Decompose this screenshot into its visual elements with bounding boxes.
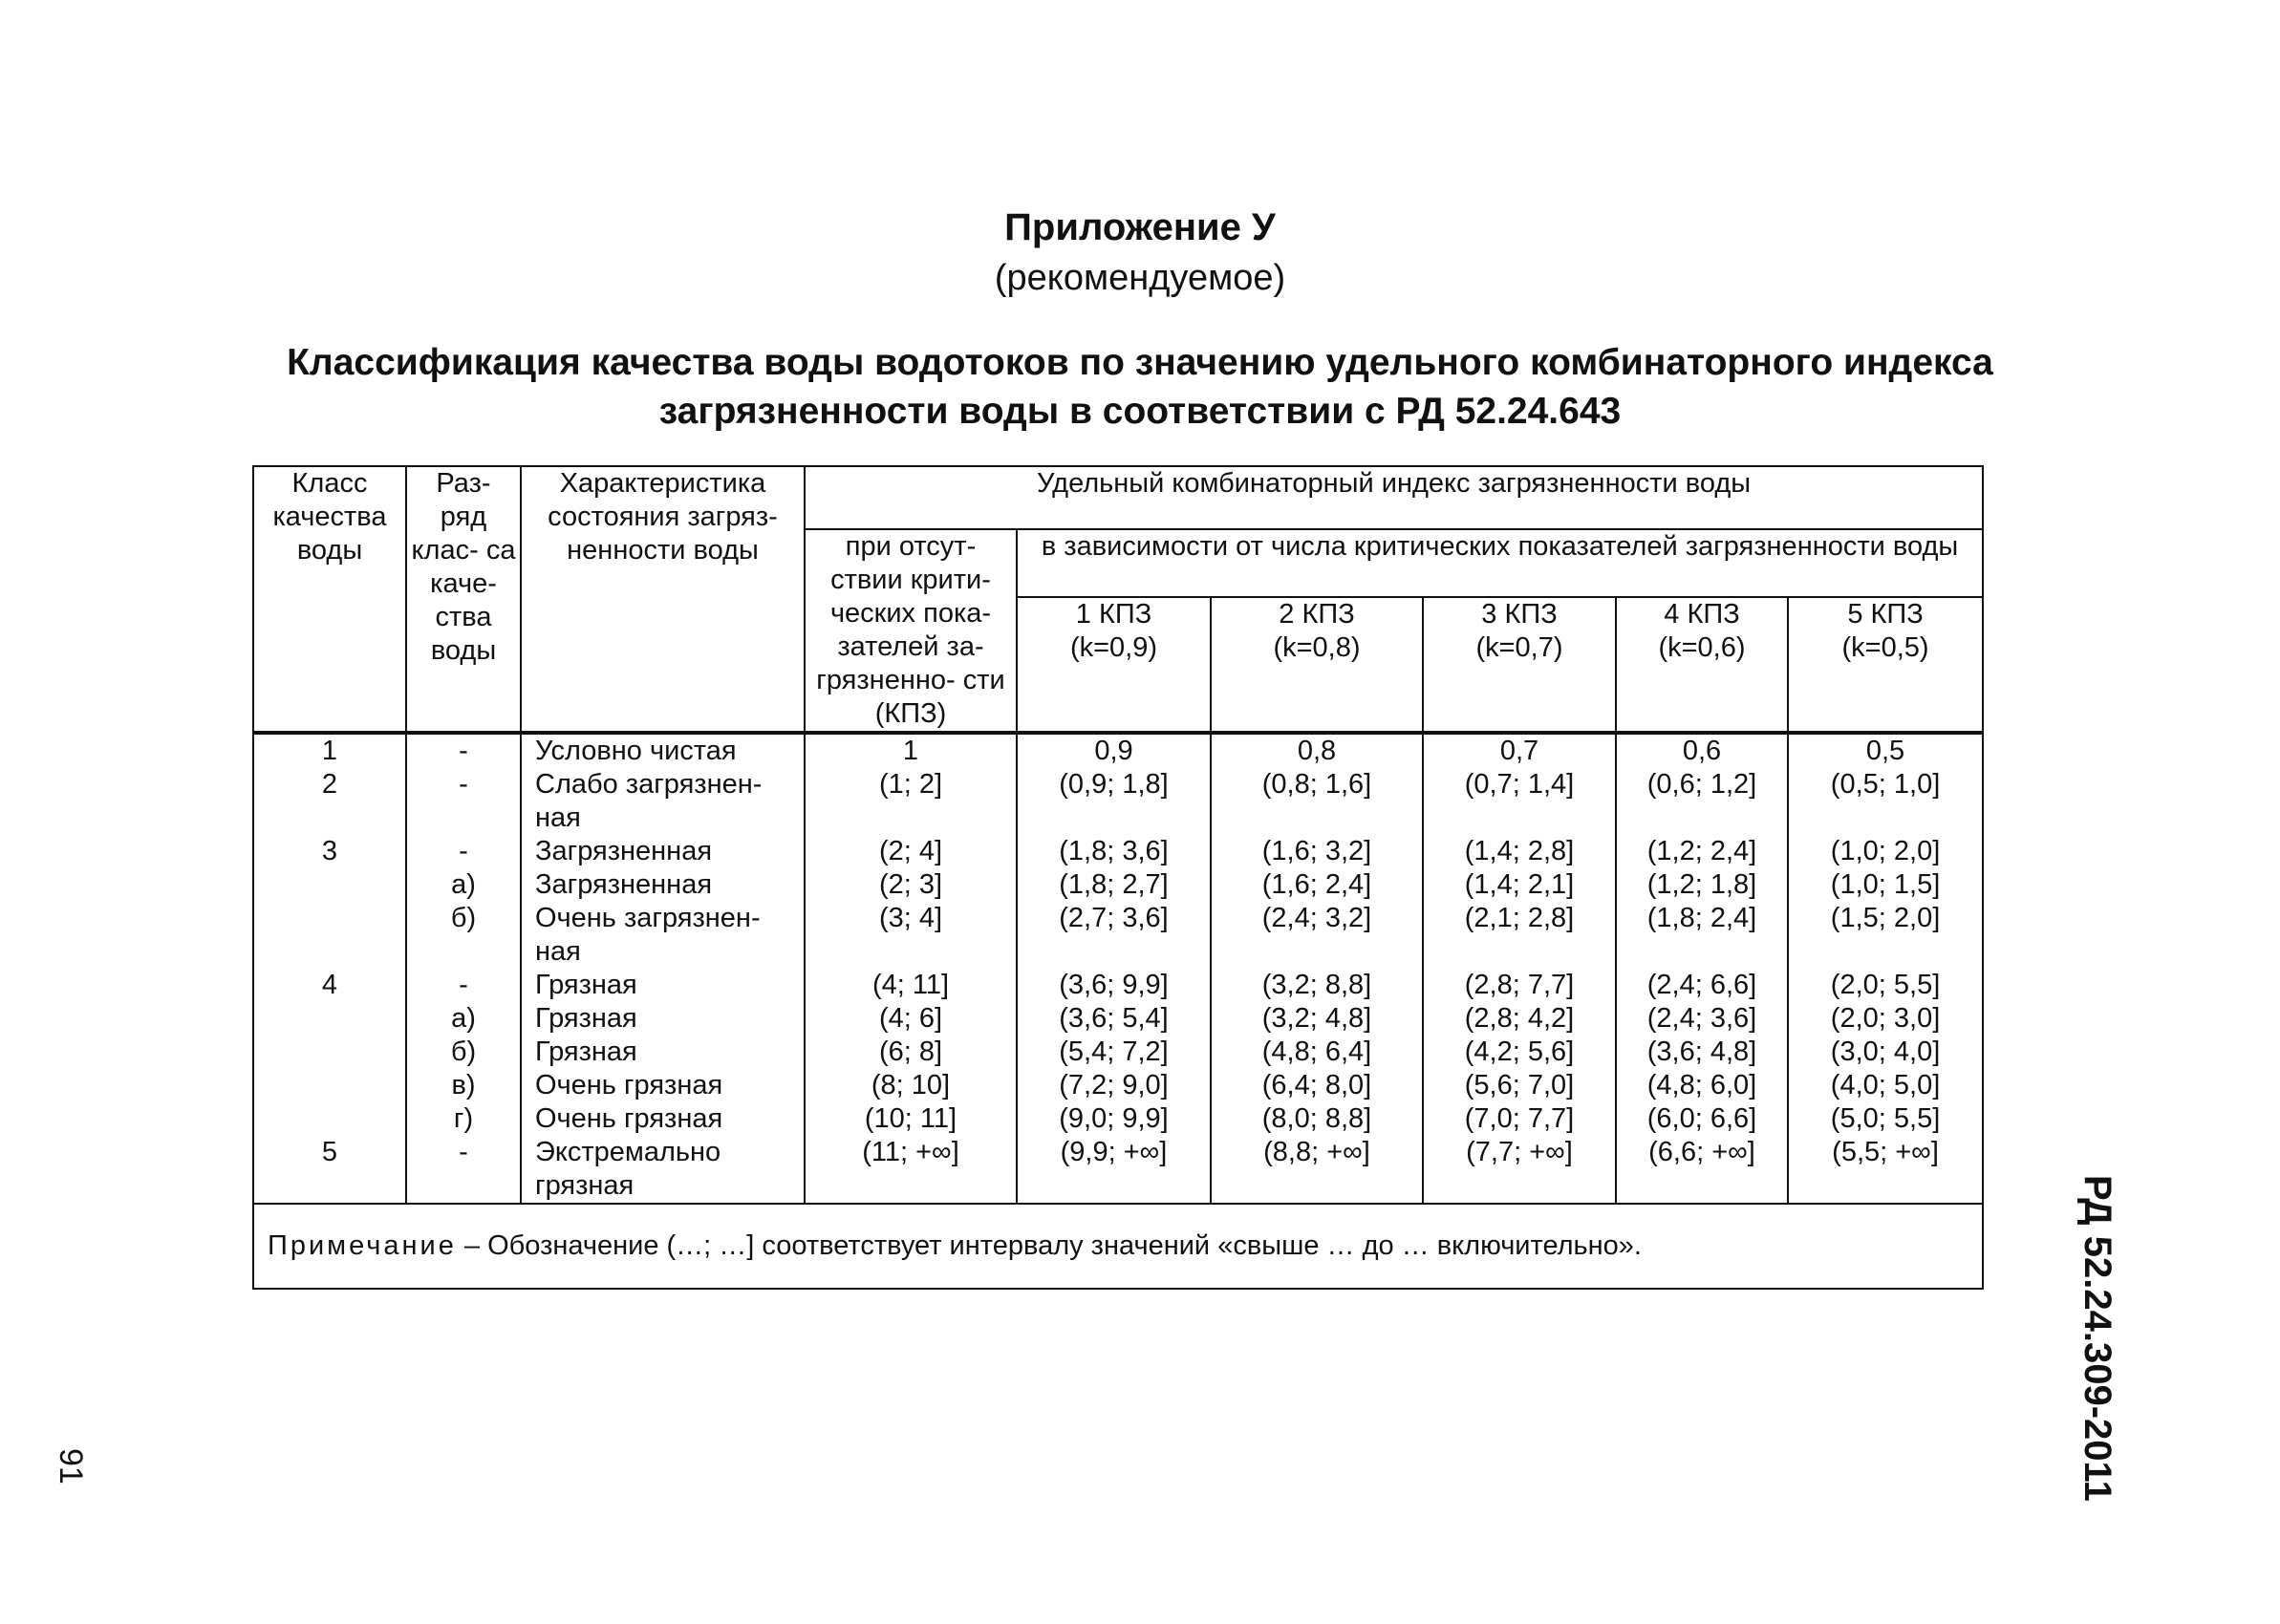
header-kpz-1: 1 КПЗ (k=0,9) <box>1017 597 1211 733</box>
header-kpz-5: 5 КПЗ (k=0,5) <box>1788 597 1983 733</box>
header-rank: Раз- ряд клас- са каче- ства воды <box>406 466 521 733</box>
header-index: Удельный комбинаторный индекс загрязненности воды <box>805 466 1983 529</box>
table-row: б) Очень загрязнен- ная (3; 4] (2,7; 3,6] (2,4; 3,2] (2,1; 2,8] (1,8; 2,4] (1,5; 2,0] <box>253 902 1983 969</box>
note-label: Примечание <box>268 1230 457 1261</box>
note-text: – Обозначение (…; …] соответствует интервалу значений «свыше … до … включительно». <box>456 1230 1642 1261</box>
table-note <box>253 1204 1983 1289</box>
header-kpz-3: 3 КПЗ (k=0,7) <box>1423 597 1616 733</box>
table-row: 3 - Загрязненная (2; 4] (1,8; 3,6] (1,6; 3,2] (1,4; 2,8] (1,2; 2,4] (1,0; 2,0] <box>253 835 1983 868</box>
table-row: 1 - Условно чистая 1 0,9 0,8 0,7 0,6 0,5 <box>253 733 1983 768</box>
table-note-row <box>253 1204 1983 1289</box>
table-title: Классификация качества воды водотоков по значению удельного комбинаторного индекса загрязненности воды в соответствии с РД 52.24.643 <box>287 342 1993 432</box>
table-row: в) Очень грязная (8; 10] (7,2; 9,0] (6,4; 8,0] (5,6; 7,0] (4,8; 6,0] (4,0; 5,0] <box>253 1069 1983 1102</box>
table-row: а) Грязная (4; 6] (3,6; 5,4] (3,2; 4,8] (2,8; 4,2] (2,4; 3,6] (2,0; 3,0] <box>253 1002 1983 1036</box>
classification-table <box>252 465 1984 1290</box>
table-row: 5 - Экстремально грязная (11; +∞] (9,9; +∞] (8,8; +∞] (7,7; +∞] (6,6; +∞] (5,5; +∞] <box>253 1136 1983 1204</box>
appendix-status: (рекомендуемое) <box>994 258 1286 298</box>
header-characteristic: Характеристика состояния загряз- ненности воды <box>521 466 805 733</box>
table-row: а) Загрязненная (2; 3] (1,8; 2,7] (1,6; 2,4] (1,4; 2,1] (1,2; 1,8] (1,0; 1,5] <box>253 868 1983 902</box>
table-row: 2 - Слабо загрязнен- ная (1; 2] (0,9; 1,8] (0,8; 1,6] (0,7; 1,4] (0,6; 1,2] (0,5; 1,0] <box>253 768 1983 835</box>
table-row: б) Грязная (6; 8] (5,4; 7,2] (4,8; 6,4] (4,2; 5,6] (3,6; 4,8] (3,0; 4,0] <box>253 1036 1983 1069</box>
table-row: г) Очень грязная (10; 11] (9,0; 9,9] (8,0; 8,8] (7,0; 7,7] (6,0; 6,6] (5,0; 5,5] <box>253 1102 1983 1136</box>
page-number: 91 <box>53 1448 89 1485</box>
header-kpz-2: 2 КПЗ (k=0,8) <box>1211 597 1423 733</box>
header-no-kpz: при отсут- ствии крити- ческих пока- зателей за- грязненно- сти (КПЗ) <box>805 529 1017 733</box>
document-code: РД 52.24.309-2011 <box>2076 1175 2119 1502</box>
table-row: 4 - Грязная (4; 11] (3,6; 9,9] (3,2; 8,8] (2,8; 7,7] (2,4; 6,6] (2,0; 5,5] <box>253 969 1983 1002</box>
header-class: Класс качества воды <box>253 466 406 733</box>
header-kpz-4: 4 КПЗ (k=0,6) <box>1616 597 1788 733</box>
appendix-title: Приложение У <box>1004 206 1276 248</box>
header-depending: в зависимости от числа критических показателей загрязненности воды <box>1017 529 1983 597</box>
